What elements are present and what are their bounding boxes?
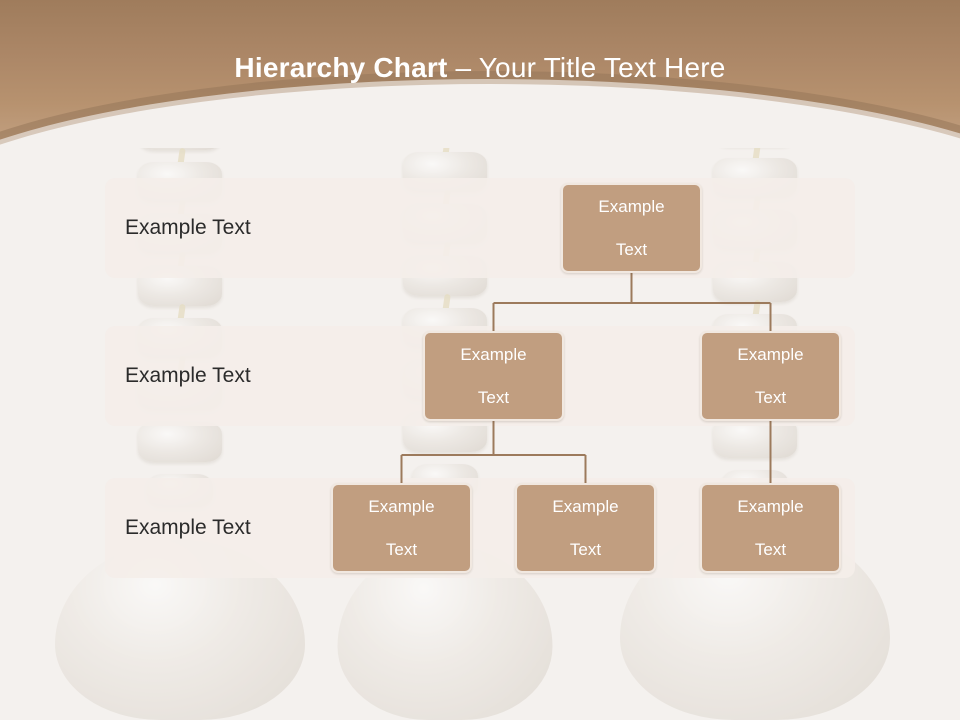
- node-label-line2: Text: [754, 387, 787, 407]
- page-title-strong: Hierarchy Chart: [234, 52, 448, 83]
- hierarchy-node-level2-b[interactable]: [700, 331, 841, 421]
- node-label-line1: Example: [598, 197, 665, 217]
- page-title-light: Your Title Text Here: [478, 52, 726, 83]
- node-label-line2: Text: [385, 539, 418, 559]
- node-label-line2: Text: [754, 539, 787, 559]
- hierarchy-node-level3-b[interactable]: [515, 483, 656, 573]
- hierarchy-node-level2-a[interactable]: [423, 331, 564, 421]
- node-label-line1: Example: [552, 497, 619, 517]
- band-curve-divider: [0, 84, 960, 148]
- node-label-line1: Example: [368, 497, 435, 517]
- row-label-level-1: Example Text: [125, 216, 251, 239]
- hierarchy-row-level-1: [105, 178, 855, 278]
- node-label-line1: Example: [460, 345, 527, 365]
- row-label-level-2: Example Text: [125, 364, 251, 387]
- node-label-line1: Example: [737, 345, 804, 365]
- node-label-line2: Text: [477, 387, 510, 407]
- hierarchy-node-level3-a[interactable]: [331, 483, 472, 573]
- row-label-level-3: Example Text: [125, 516, 251, 539]
- page-title: [0, 52, 960, 84]
- node-label-line2: Text: [615, 239, 648, 259]
- page-title-dash: –: [447, 52, 479, 83]
- hierarchy-node-level3-c[interactable]: [700, 483, 841, 573]
- hierarchy-node-level1-root[interactable]: [561, 183, 702, 273]
- node-label-line1: Example: [737, 497, 804, 517]
- node-label-line2: Text: [569, 539, 602, 559]
